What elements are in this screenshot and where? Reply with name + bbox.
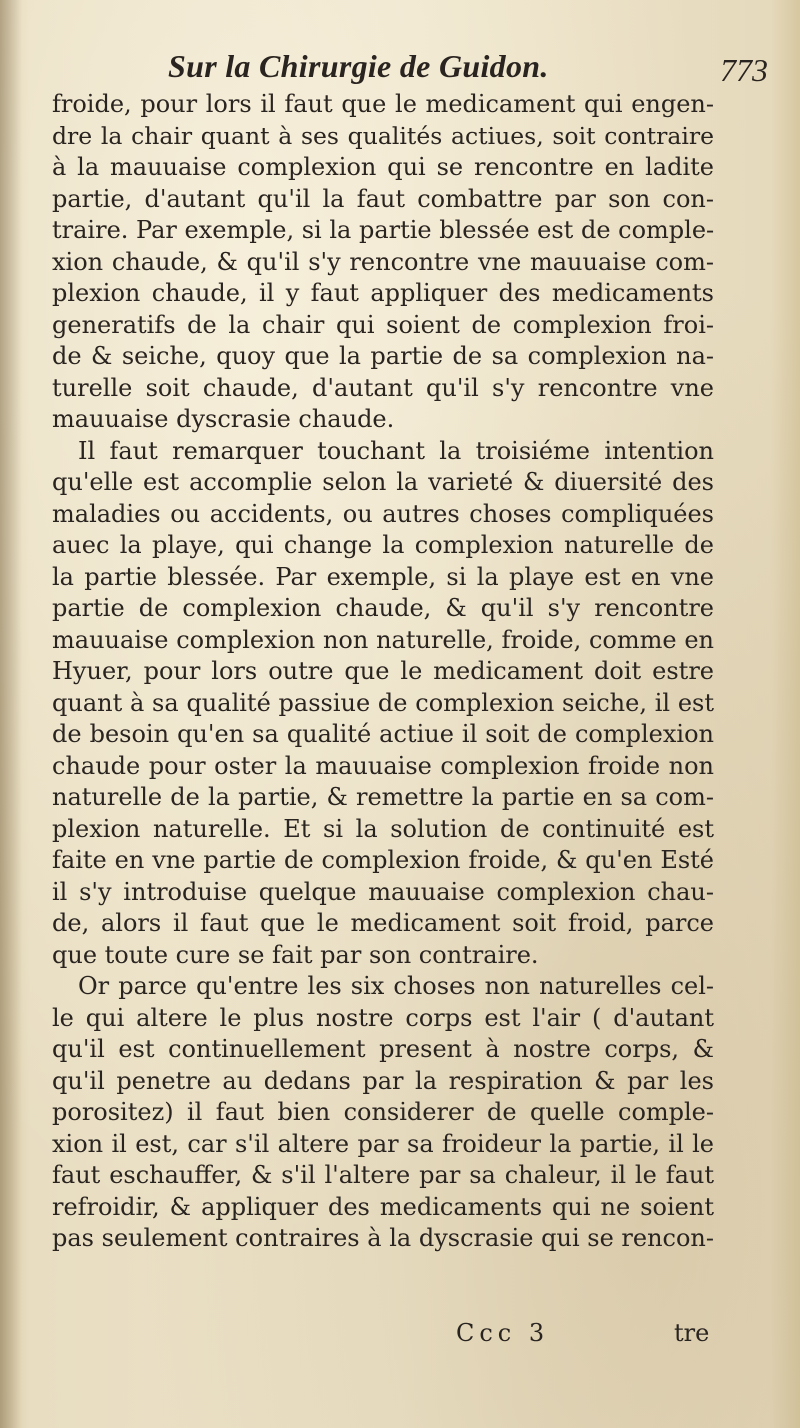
text-line: pas seulement contraires à la dyscrasie qui se rencon- (52, 1224, 714, 1252)
text-line: refroidir, & appliquer des medicaments qui ne soient (52, 1192, 714, 1221)
text-line: partie de complexion chaude, & qu'il s'y rencontre (52, 594, 714, 622)
text-line: auec la playe, qui change la complexion naturelle de (52, 531, 714, 559)
body-text (52, 89, 714, 1255)
text-line: il s'y introduise quelque mauuaise complexion chau- (52, 877, 714, 906)
text-line: dre la chair quant à ses qualités actiues, soit contraire (52, 121, 714, 150)
text-line: la partie blessée. Par exemple, si la playe est en vne (52, 562, 714, 591)
text-line: faite en vne partie de complexion froide, & qu'en Esté (52, 846, 714, 874)
text-line: qu'il est continuellement present à nostre corps, & (52, 1035, 714, 1063)
catchword: tre (674, 1319, 710, 1347)
text-line: mauuaise dyscrasie chaude. (52, 405, 395, 433)
text-line: naturelle de la partie, & remettre la partie en sa com- (52, 783, 714, 811)
text-line: plexion naturelle. Et si la solution de continuité est (52, 814, 714, 843)
text-line: Hyuer, pour lors outre que le medicament doit estre (52, 657, 714, 685)
text-line: xion il est, car s'il altere par sa froideur la partie, il le (52, 1129, 714, 1158)
page-footer (0, 1319, 800, 1351)
text-line: xion chaude, & qu'il s'y rencontre vne mauuaise com- (52, 247, 714, 276)
text-line: le qui altere le plus nostre corps est l'air ( d'autant (52, 1003, 714, 1032)
text-line: faut eschauffer, & s'il l'altere par sa chaleur, il le faut (52, 1161, 714, 1189)
text-line: qu'il penetre au dedans par la respiration & par les (52, 1066, 714, 1095)
text-line: froide, pour lors il faut que le medicament qui engen- (52, 90, 714, 118)
text-line: maladies ou accidents, ou autres choses compliquées (52, 499, 714, 528)
text-line: quant à sa qualité passiue de complexion seiche, il est (52, 688, 714, 717)
text-line: que toute cure se fait par son contraire. (52, 940, 539, 969)
text-line: generatifs de la chair qui soient de complexion froi- (52, 310, 714, 339)
paragraph-first-line: Il faut remarquer touchant la troisiéme intention (78, 436, 714, 465)
text-line: traire. Par exemple, si la partie blessée est de comple- (52, 216, 714, 244)
text-line: porositez) il faut bien considerer de quelle comple- (52, 1098, 714, 1126)
text-line: de & seiche, quoy que la partie de sa complexion na- (52, 342, 714, 370)
text-line: partie, d'autant qu'il la faut combattre par son con- (52, 184, 714, 213)
text-line: plexion chaude, il y faut appliquer des medicaments (52, 279, 714, 307)
paragraph-first-line: Or parce qu'entre les six choses non naturelles cel- (78, 972, 714, 1000)
text-line: qu'elle est accomplie selon la varieté & diuersité des (52, 468, 714, 496)
text-line: de besoin qu'en sa qualité actiue il soit de complexion (52, 720, 714, 748)
page-gutter-shadow (0, 0, 22, 1428)
text-line: mauuaise complexion non naturelle, froide, comme en (52, 625, 714, 654)
page-number: 773 (720, 52, 768, 88)
text-line: à la mauuaise complexion qui se rencontre en ladite (52, 153, 714, 181)
text-line: chaude pour oster la mauuaise complexion froide non (52, 751, 714, 780)
text-line: turelle soit chaude, d'autant qu'il s'y rencontre vne (52, 373, 714, 402)
signature-mark: Ccc 3 (456, 1319, 550, 1347)
text-line: de, alors il faut que le medicament soit froid, parce (52, 909, 714, 937)
running-title: Sur la Chirurgie de Guidon. (168, 48, 549, 84)
